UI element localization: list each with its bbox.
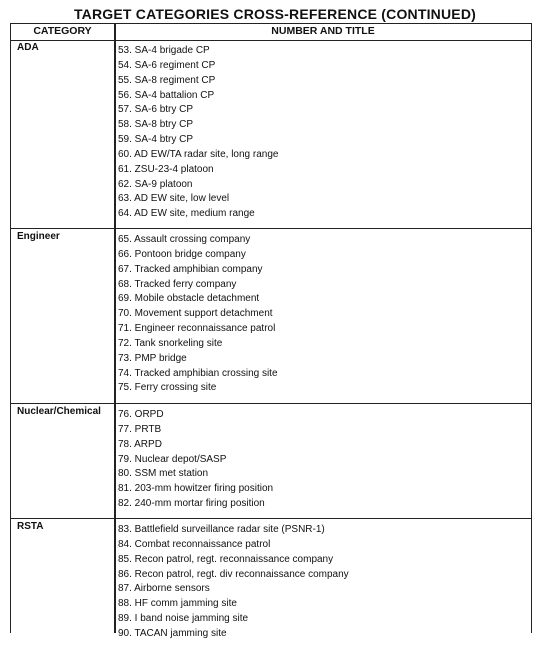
list-item: 67. Tracked amphibian company xyxy=(118,263,263,275)
page-title: TARGET CATEGORIES CROSS-REFERENCE (CONTINUED) xyxy=(73,6,477,22)
list-item: 62. SA-9 platoon xyxy=(118,178,193,190)
category-label: ADA xyxy=(17,42,39,53)
list-item: 71. Engineer reconnaissance patrol xyxy=(118,323,276,335)
list-item: 60. AD EW/TA radar site, long range xyxy=(118,148,279,160)
list-item: 77. PRTB xyxy=(118,423,162,435)
list-item: 73. PMP bridge xyxy=(118,352,187,364)
list-item: 88. HF comm jamming site xyxy=(118,598,237,610)
cross-reference-table xyxy=(10,23,532,639)
list-item: 90. TACAN jamming site xyxy=(118,627,227,639)
list-item: 82. 240-mm mortar firing position xyxy=(118,498,265,510)
list-item: 68. Tracked ferry company xyxy=(118,278,237,290)
list-item: 58. SA-8 btry CP xyxy=(118,119,194,131)
list-item: 87. Airborne sensors xyxy=(118,583,210,595)
list-item: 89. I band noise jamming site xyxy=(118,613,249,625)
category-label: Nuclear/Chemical xyxy=(17,406,101,417)
list-item: 53. SA-4 brigade CP xyxy=(118,45,210,56)
list-item: 70. Movement support detachment xyxy=(118,308,273,320)
list-item: 64. AD EW site, medium range xyxy=(118,208,255,220)
header-category: CATEGORY xyxy=(33,25,92,37)
item-list xyxy=(118,408,273,512)
item-list xyxy=(118,233,278,396)
list-item: 66. Pontoon bridge company xyxy=(118,248,246,260)
list-item: 75. Ferry crossing site xyxy=(118,382,217,394)
section-rsta xyxy=(11,519,531,639)
list-item: 74. Tracked amphibian crossing site xyxy=(118,367,278,379)
section-ada xyxy=(11,40,531,229)
item-list xyxy=(118,523,349,642)
list-item: 69. Mobile obstacle detachment xyxy=(118,293,260,305)
list-item: 81. 203-mm howitzer firing position xyxy=(118,483,274,495)
list-item: 65. Assault crossing company xyxy=(118,234,251,245)
list-item: 55. SA-8 regiment CP xyxy=(118,74,216,86)
category-label: Engineer xyxy=(17,231,60,242)
list-item: 54. SA-6 regiment CP xyxy=(118,59,216,71)
list-item: 59. SA-4 btry CP xyxy=(118,134,194,146)
list-item: 83. Battlefield surveillance radar site (PSNR-1) xyxy=(118,524,325,535)
header-number-and-title: NUMBER AND TITLE xyxy=(271,25,375,37)
list-item: 63. AD EW site, low level xyxy=(118,193,230,205)
list-item: 85. Recon patrol, regt. reconnaissance company xyxy=(118,553,334,565)
list-item: 72. Tank snorkeling site xyxy=(118,337,223,349)
list-item: 56. SA-4 battalion CP xyxy=(118,89,215,101)
list-item: 79. Nuclear depot/SASP xyxy=(118,453,227,465)
list-item: 76. ORPD xyxy=(118,409,164,420)
list-item: 78. ARPD xyxy=(118,438,162,450)
list-item: 61. ZSU-23-4 platoon xyxy=(118,163,214,175)
category-label: RSTA xyxy=(17,521,44,532)
table-header xyxy=(11,23,531,41)
list-item: 80. SSM met station xyxy=(118,468,209,480)
section-nuclear-chemical xyxy=(11,404,531,519)
item-list xyxy=(118,44,278,222)
section-engineer xyxy=(11,229,531,404)
list-item: 57. SA-6 btry CP xyxy=(118,104,194,116)
list-item: 84. Combat reconnaissance patrol xyxy=(118,538,271,550)
list-item: 86. Recon patrol, regt. div reconnaissance company xyxy=(118,568,349,580)
